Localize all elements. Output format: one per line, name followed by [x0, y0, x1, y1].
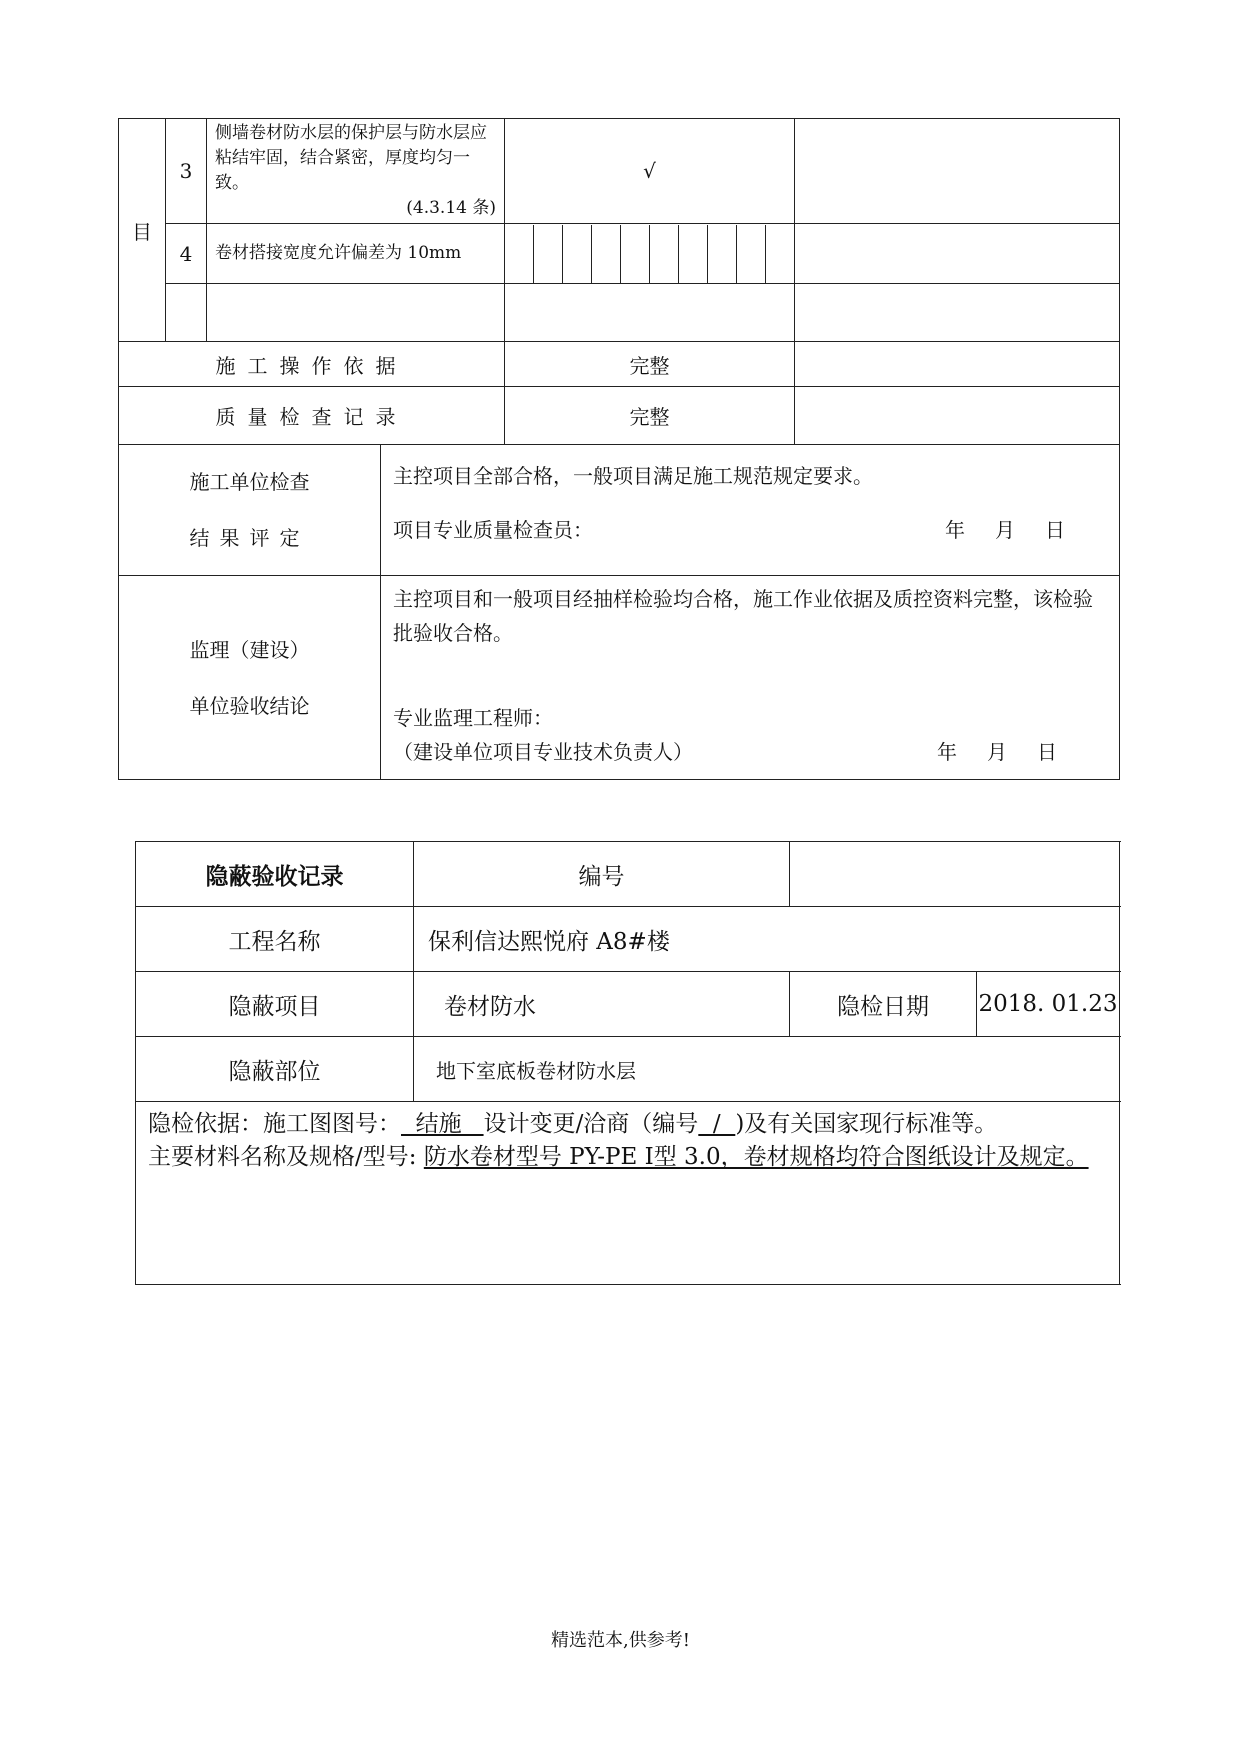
measurement-cells	[505, 224, 795, 284]
empty-cell	[505, 284, 795, 342]
hidden-item-value: 卷材防水	[414, 972, 790, 1037]
hidden-acceptance-record	[135, 841, 1120, 1285]
basis-value: 完整	[505, 342, 795, 387]
measure-cell	[505, 225, 534, 283]
measure-cell	[563, 225, 592, 283]
drawing-number: 结施	[401, 1111, 484, 1137]
material-spec: 防水卷材型号 PY-PE Ⅰ型 3.0，卷材规格均符合图纸设计及规定。	[423, 1144, 1089, 1170]
empty-cell	[795, 387, 1120, 445]
item-description: 侧墙卷材防水层的保护层与防水层应 粘结牢固，结合紧密，厚度均匀一致。 (4.3.14 条)	[207, 119, 505, 224]
item-remark	[795, 119, 1120, 224]
measure-cell	[592, 225, 621, 283]
hidden-part-value: 地下室底板卷材防水层	[414, 1037, 1120, 1102]
empty-cell	[207, 284, 505, 342]
change-number: /	[698, 1111, 736, 1137]
hidden-item-label: 隐蔽项目	[136, 972, 414, 1037]
number-value	[790, 842, 1120, 907]
item-clause: (4.3.14 条)	[406, 198, 496, 218]
measure-cell	[621, 225, 650, 283]
item-description: 卷材搭接宽度允许偏差为 10mm	[207, 224, 505, 284]
page-footer: 精选范本,供参考!	[551, 1630, 690, 1651]
inspection-date-label: 隐检日期	[790, 972, 977, 1037]
record-label: 质量检查记录	[119, 387, 505, 445]
item-number: 4	[166, 224, 207, 284]
empty-cell	[795, 342, 1120, 387]
measure-cell	[736, 225, 765, 283]
item-number: 3	[166, 119, 207, 224]
empty-cell	[795, 284, 1120, 342]
hidden-part-label: 隐蔽部位	[136, 1037, 414, 1102]
contractor-conclusion: 主控项目全部合格，一般项目满足施工规范规定要求。 项目专业质量检查员： 年 月 日	[381, 445, 1120, 576]
item-result: √	[505, 119, 795, 224]
project-name-label: 工程名称	[136, 907, 414, 972]
date-placeholder: 年 月 日	[945, 518, 1065, 542]
section-label: 目	[119, 119, 166, 342]
record-value: 完整	[505, 387, 795, 445]
measure-cell	[765, 225, 794, 283]
supervisor-signer: 专业监理工程师：	[393, 706, 553, 730]
basis-label: 施工操作依据	[119, 342, 505, 387]
item-remark	[795, 224, 1120, 284]
measure-cell	[649, 225, 678, 283]
supervisor-signer-alt: （建设单位项目专业技术负责人）	[393, 740, 693, 764]
inspection-date-value: 2018. 01.23	[977, 972, 1120, 1037]
supervisor-conclusion: 主控项目和一般项目经抽样检验均合格，施工作业依据及质控资料完整，该检验批验收合格。 专业监理工程师： （建设单位项目专业技术负责人） 年 月 日	[381, 576, 1120, 780]
record-title: 隐蔽验收记录	[136, 842, 414, 907]
number-label: 编号	[414, 842, 790, 907]
project-name-value: 保利信达熙悦府 A8#楼	[414, 907, 1120, 972]
date-placeholder: 年 月 日	[937, 740, 1057, 764]
measure-cell	[678, 225, 707, 283]
contractor-signer: 项目专业质量检查员：	[393, 518, 593, 542]
measure-cell	[707, 225, 736, 283]
measure-cell	[534, 225, 563, 283]
acceptance-table	[118, 118, 1120, 780]
inspection-basis: 隐检依据：施工图图号： 结施 设计变更/洽商（编号 / )及有关国家现行标准等。 主要材料名称及规格/型号: 防水卷材型号 PY-PE Ⅰ型 3.0，卷材规格均符合图纸设计及规定。	[136, 1102, 1120, 1285]
contractor-label: 施工单位检查 结果评定	[119, 445, 381, 576]
empty-cell	[166, 284, 207, 342]
supervisor-label: 监理（建设） 单位验收结论	[119, 576, 381, 780]
